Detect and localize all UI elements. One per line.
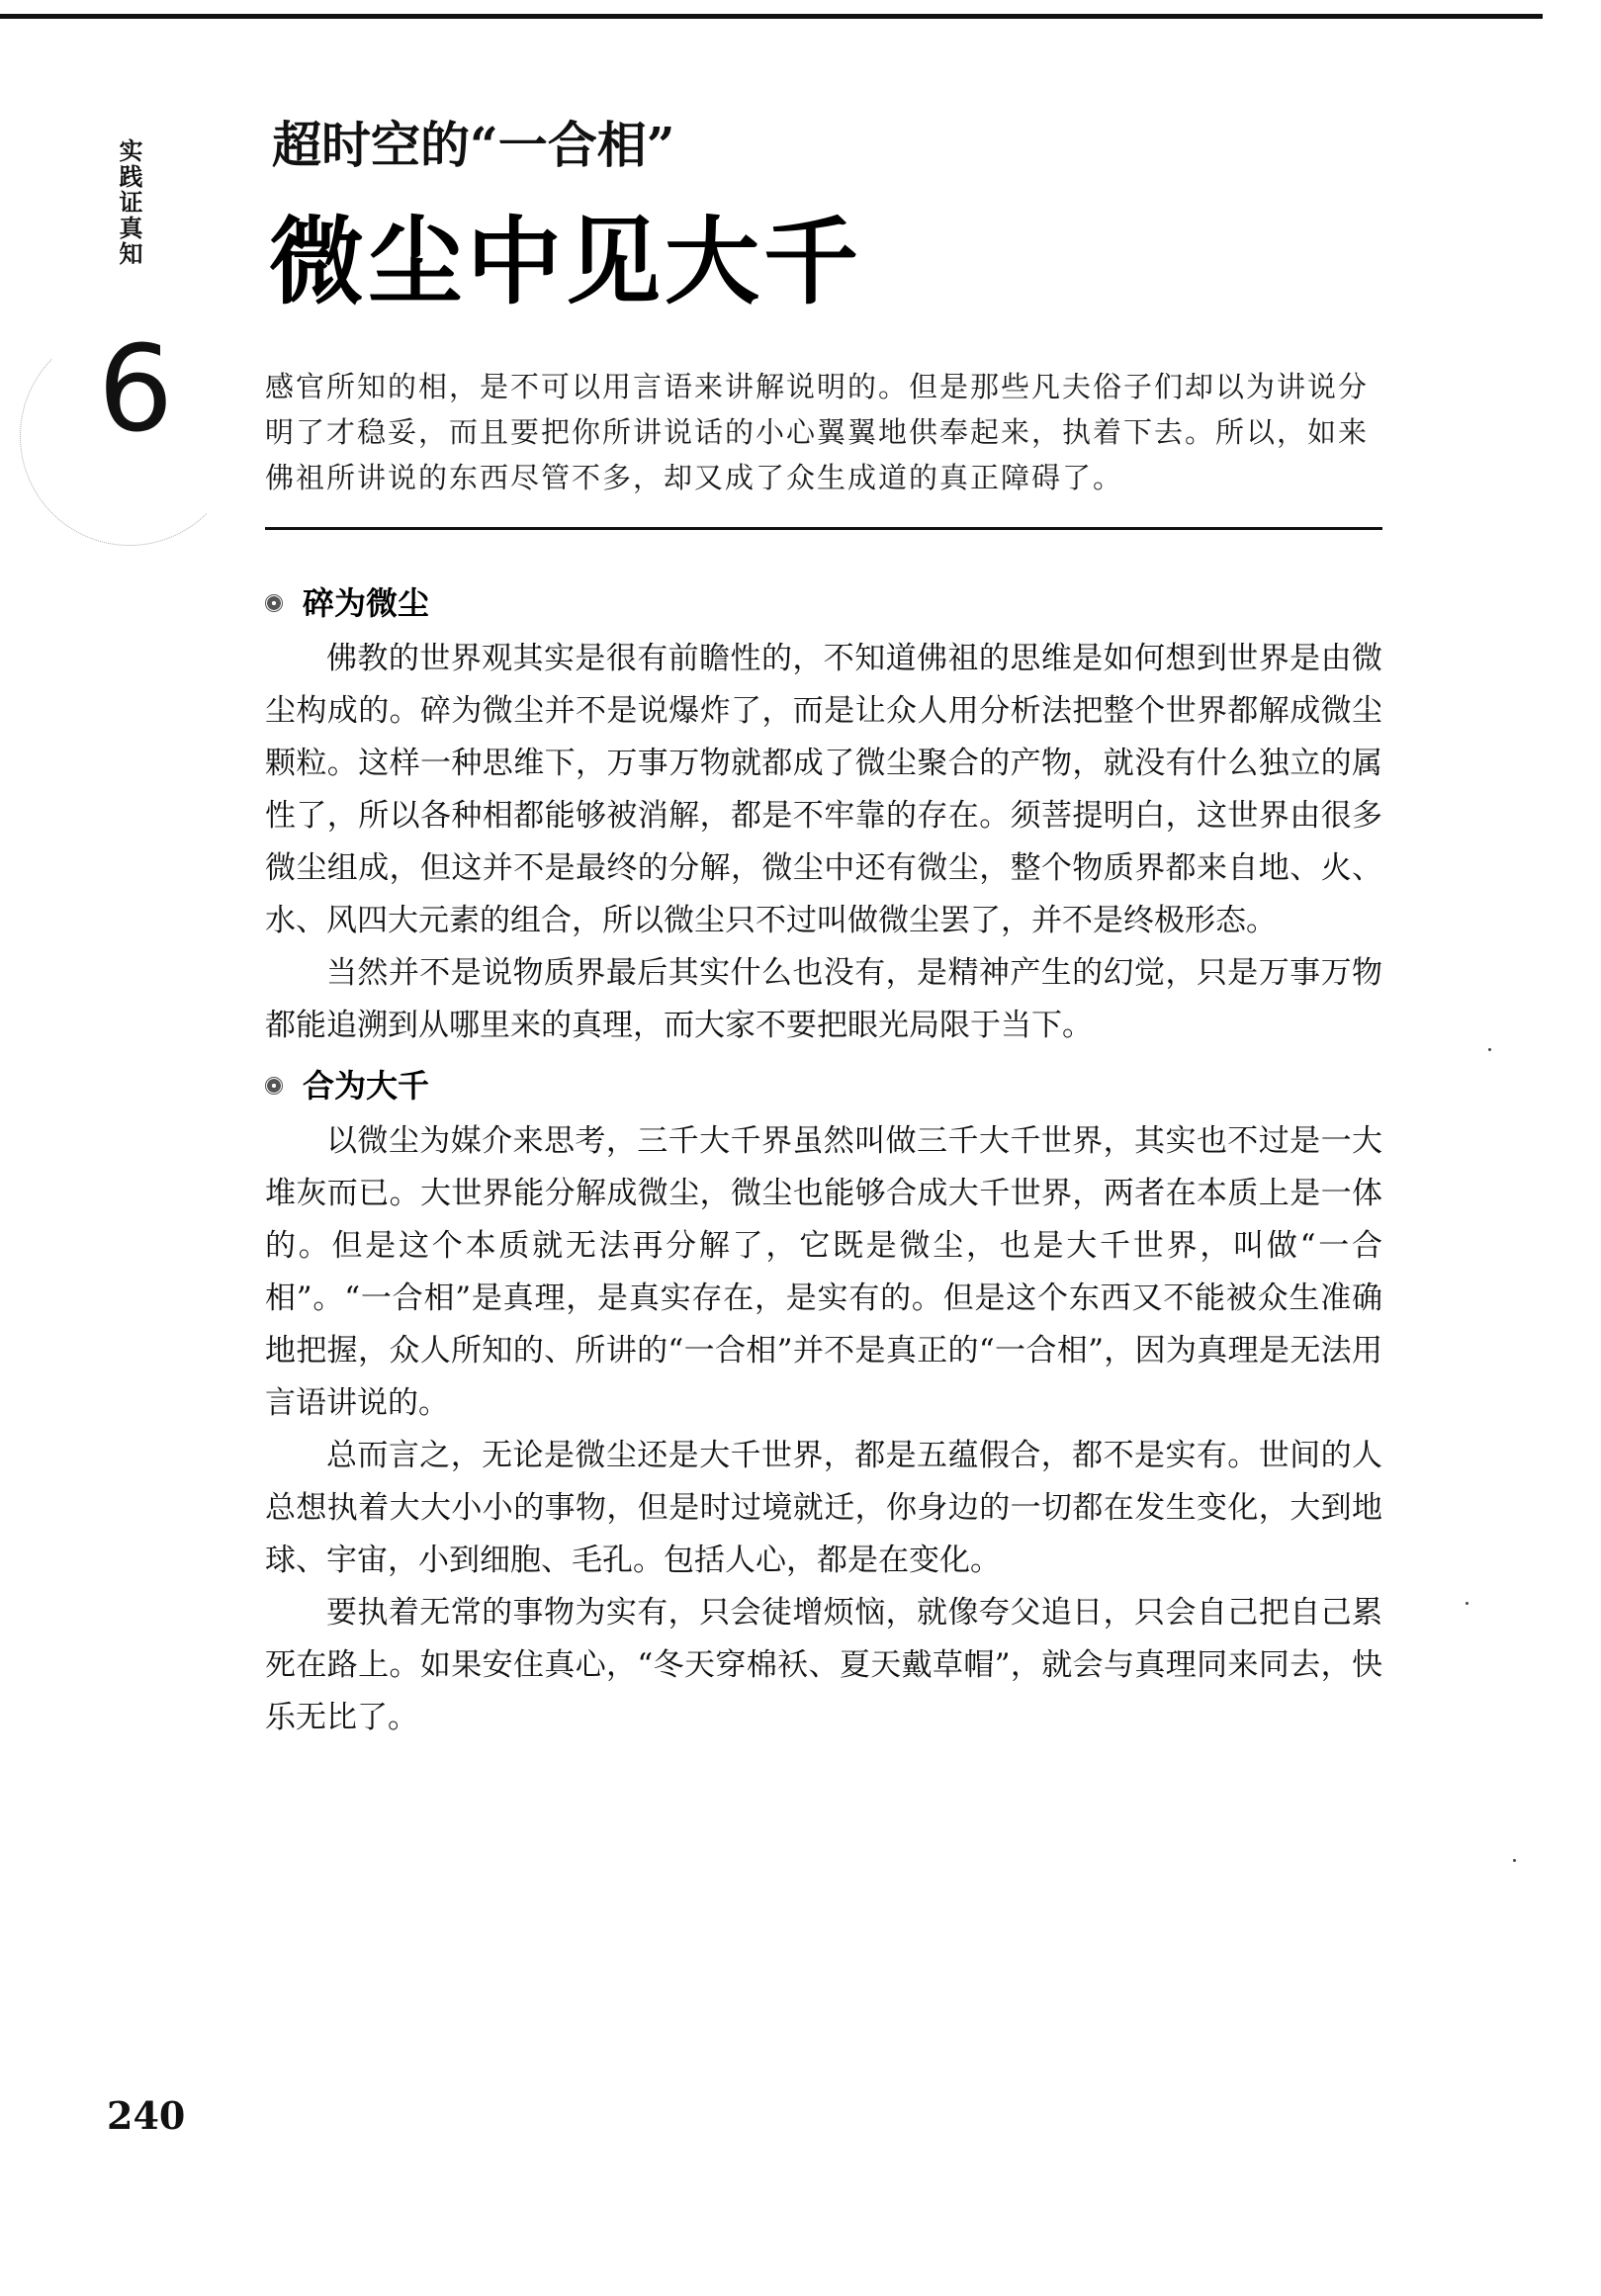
- page-title: 微尘中见大千: [269, 207, 862, 317]
- paragraph: 总而言之，无论是微尘还是大千世界，都是五蕴假合，都不是实有。世间的人总想执着大大小小的事物，但是时过境就迁，你身边的一切都在发生变化，大到地球、宇宙，小到细胞、毛孔。包括人心，都是在变化。: [265, 1438, 1382, 1578]
- pre-title: 超时空的“一合相”: [272, 116, 675, 174]
- scan-speck: [1488, 1048, 1491, 1051]
- paragraph: 当然并不是说物质界最后其实什么也没有，是精神产生的幻觉，只是万事万物都能追溯到从哪里来的真理，而大家不要把眼光局限于当下。: [265, 955, 1382, 1043]
- section: [265, 574, 1382, 1052]
- section-heading: [265, 574, 1382, 633]
- intro-paragraph: 感官所知的相，是不可以用言语来讲解说明的。但是那些凡夫俗子们却以为讲说分明了才稳妥，而且要把你所讲说话的小心翼翼地供奉起来，执着下去。所以，如来佛祖所讲说的东西尽管不多，却又成了众生成道的真正障碍了。: [265, 370, 1370, 494]
- top-rule: [0, 14, 1543, 19]
- intro-divider: [265, 527, 1382, 530]
- paragraph: 要执着无常的事物为实有，只会徒增烦恼，就像夸父追日，只会自己把自己累死在路上。如果安住真心，“冬天穿棉袄、夏天戴草帽”，就会与真理同来同去，快乐无比了。: [265, 1595, 1382, 1735]
- main-content: [265, 574, 1382, 1744]
- paragraph: 以微尘为媒介来思考，三千大千界虽然叫做三千大千世界，其实也不过是一大堆灰而已。大世界能分解成微尘，微尘也能够合成大千世界，两者在本质上是一体的。但是这个本质就无法再分解了，它既是微尘，也是大千世界，叫做“一合相”。“一合相”是真理，是真实存在，是实有的。但是这个东西又不能被众生准确地把握，众人所知的、所讲的“一合相”并不是真正的“一合相”，因为真理是无法用言语讲说的。: [265, 1123, 1382, 1421]
- bullet-icon: [265, 594, 283, 612]
- scan-speck: [1466, 1602, 1468, 1605]
- section-heading-text: 合为大千: [303, 1067, 430, 1104]
- chapter-number: 6: [97, 321, 174, 459]
- section: [265, 1056, 1382, 1744]
- paragraph: 佛教的世界观其实是很有前瞻性的，不知道佛祖的思维是如何想到世界是由微尘构成的。碎为微尘并不是说爆炸了，而是让众人用分析法把整个世界都解成微尘颗粒。这样一种思维下，万事万物就都成了微尘聚合的产物，就没有什么独立的属性了，所以各种相都能够被消解，都是不牢靠的存在。须菩提明白，这世界由很多微尘组成，但这并不是最终的分解，微尘中还有微尘，整个物质界都来自地、火、水、风四大元素的组合，所以微尘只不过叫做微尘罢了，并不是终极形态。: [265, 641, 1382, 938]
- side-label: 实践证真知: [115, 138, 142, 267]
- scan-speck: [1513, 1859, 1516, 1862]
- page-number: 240: [107, 2093, 186, 2138]
- bullet-icon: [265, 1077, 283, 1095]
- section-heading-text: 碎为微尘: [303, 584, 430, 622]
- section-heading: [265, 1056, 1382, 1115]
